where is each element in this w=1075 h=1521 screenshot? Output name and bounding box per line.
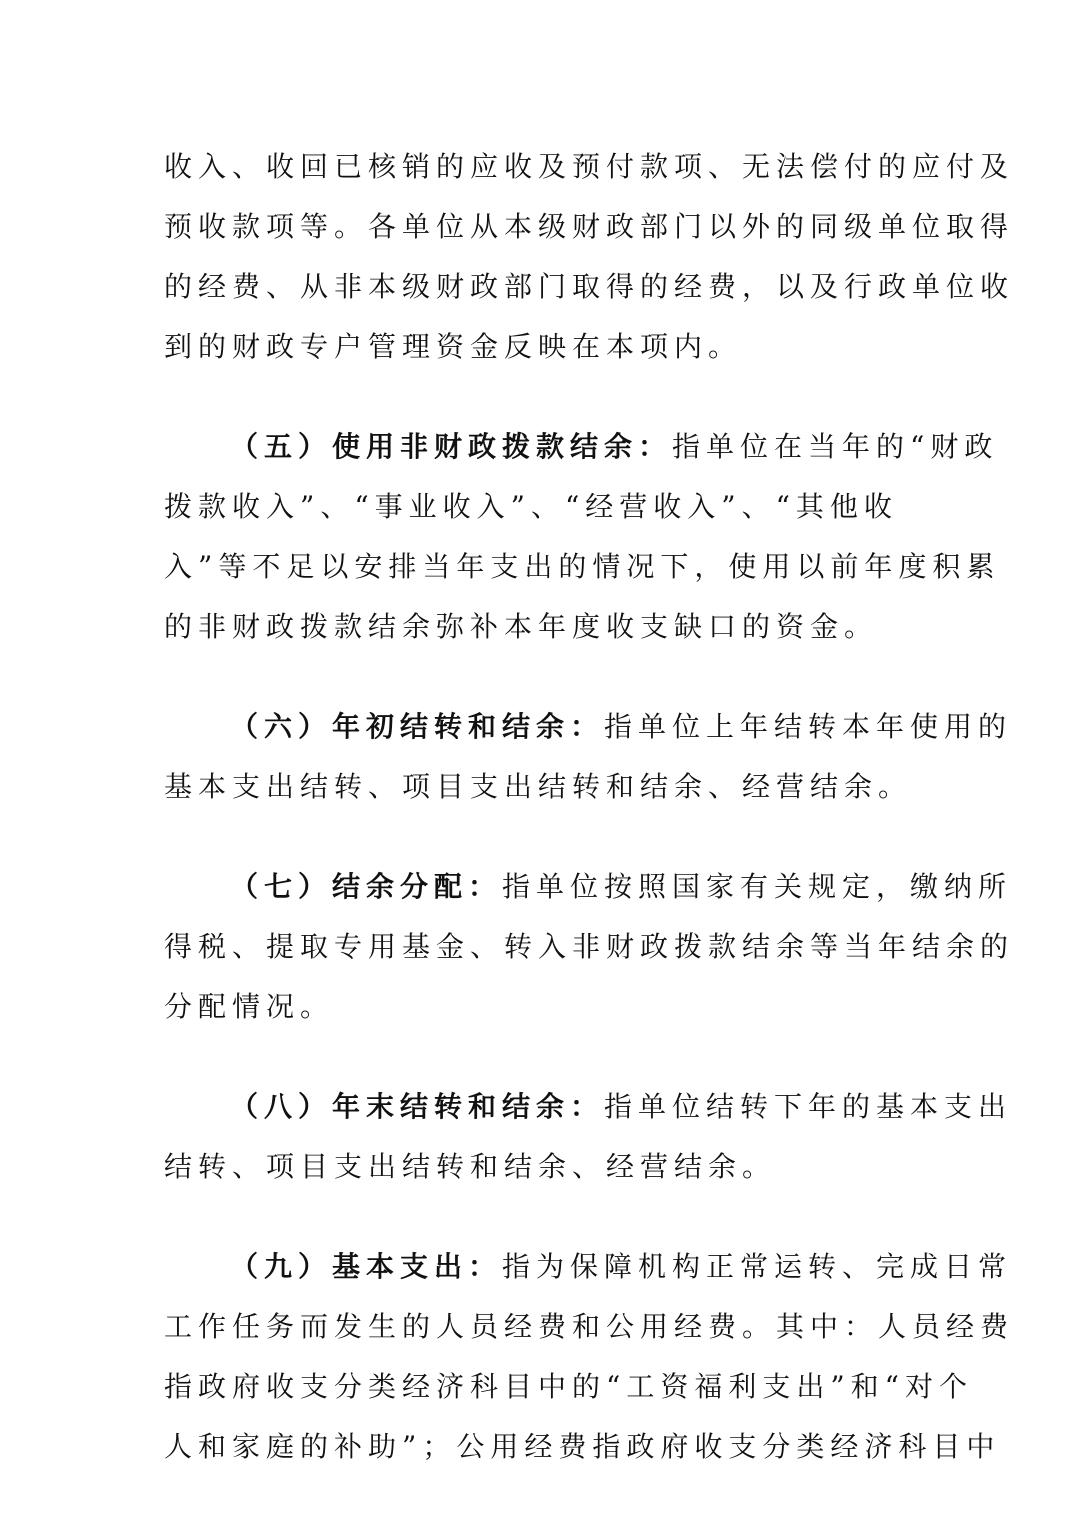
term-definition-start: 指为保障机构正常运转、完成日常 bbox=[502, 1250, 1013, 1283]
term-heading: （六）年初结转和结余： bbox=[230, 710, 605, 743]
term-definition-start: 指单位结转下年的基本支出 bbox=[604, 1090, 1013, 1123]
text-line: 收入、收回已核销的应收及预付款项、无法偿付的应付及 bbox=[164, 150, 1015, 183]
text-line: 分配情况。 bbox=[164, 990, 335, 1023]
text-line-first bbox=[164, 1237, 1013, 1297]
term-definition-start: 指单位按照国家有关规定，缴纳所 bbox=[502, 870, 1013, 903]
term-heading: （七）结余分配： bbox=[230, 870, 503, 903]
paragraph-item-7 bbox=[164, 857, 1015, 1037]
text-line: 到的财政专户管理资金反映在本项内。 bbox=[164, 330, 743, 363]
text-line: 基本支出结转、项目支出结转和结余、经营结余。 bbox=[164, 770, 913, 803]
document-body bbox=[164, 137, 1015, 1517]
term-definition-start: 指单位在当年的“财政 bbox=[672, 430, 999, 463]
text-line: 的经费、从非本级财政部门取得的经费，以及行政单位收 bbox=[164, 270, 1015, 303]
text-line: 指政府收支分类经济科目中的“工资福利支出”和“对个 bbox=[164, 1370, 973, 1403]
text-line: 得税、提取专用基金、转入非财政拨款结余等当年结余的 bbox=[164, 930, 1015, 963]
text-line-first bbox=[164, 417, 999, 477]
term-heading: （九）基本支出： bbox=[230, 1250, 503, 1283]
paragraph-item-8 bbox=[164, 1077, 1013, 1197]
text-line: 结转、项目支出结转和结余、经营结余。 bbox=[164, 1150, 777, 1183]
text-line: 工作任务而发生的人员经费和公用经费。其中：人员经费 bbox=[164, 1310, 1015, 1343]
text-line: 的非财政拨款结余弥补本年度收支缺口的资金。 bbox=[164, 610, 879, 643]
paragraph-item-5 bbox=[164, 417, 1001, 657]
text-line: 拨款收入”、“事业收入”、“经营收入”、“其他收 bbox=[164, 490, 898, 523]
text-line: 入”等不足以安排当年支出的情况下，使用以前年度积累 bbox=[164, 550, 1001, 583]
term-heading: （五）使用非财政拨款结余： bbox=[230, 430, 673, 463]
text-line: 人和家庭的补助”；公用经费指政府收支分类经济科目中 bbox=[164, 1430, 1001, 1463]
text-line-first bbox=[164, 1077, 1013, 1137]
term-heading: （八）年末结转和结余： bbox=[230, 1090, 605, 1123]
text-line-first bbox=[164, 857, 1013, 917]
paragraph-item-9 bbox=[164, 1237, 1015, 1477]
text-line-first bbox=[164, 697, 1013, 757]
term-definition-start: 指单位上年结转本年使用的 bbox=[604, 710, 1013, 743]
text-line: 预收款项等。各单位从本级财政部门以外的同级单位取得 bbox=[164, 210, 1015, 243]
paragraph-income-continued bbox=[164, 137, 1015, 377]
paragraph-item-6 bbox=[164, 697, 1013, 817]
